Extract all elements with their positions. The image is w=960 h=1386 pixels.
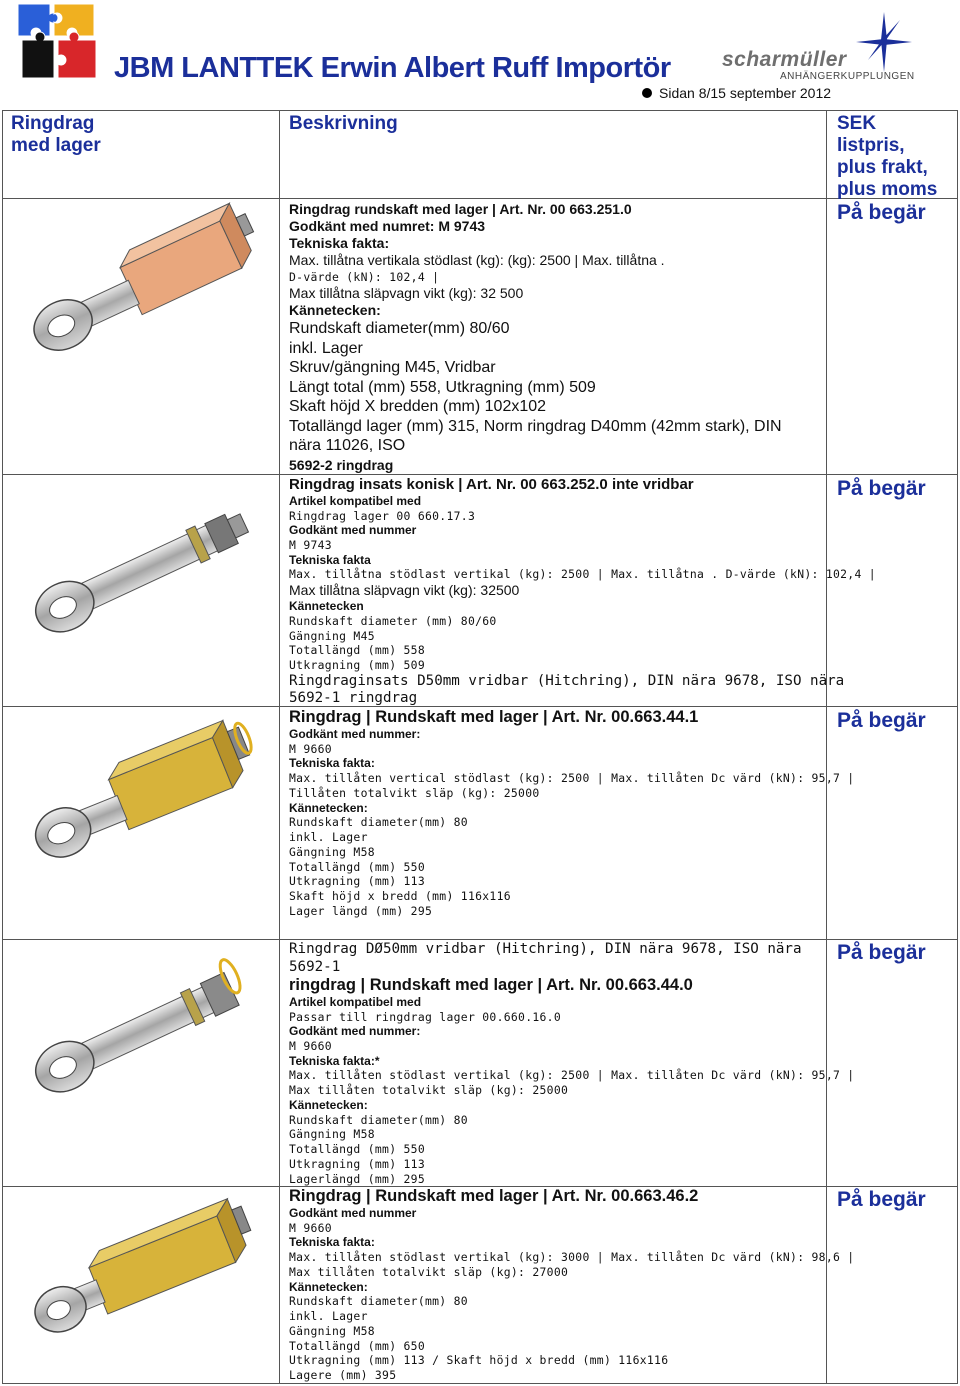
desc-line: Godkänt med nummer (289, 1206, 417, 1220)
desc-line: Kännetecken: (289, 800, 368, 815)
desc-line: Totallängd (mm) 550 (289, 859, 425, 874)
col-header-beskrivning: Beskrivning (289, 113, 398, 134)
col-header-line: plus moms (837, 179, 938, 200)
desc-line: Tekniska fakta: (289, 235, 390, 251)
desc-line: M 9660 (289, 741, 332, 756)
col-header-price (837, 113, 937, 201)
company-name: JBM LANTTEK Erwin Albert Ruff Importör (114, 52, 671, 84)
desc-line: 5692-2 ringdrag (289, 456, 394, 473)
desc-line: Ringdrag | Rundskaft med lager | Art. Nr. 00.663.44.1 (289, 708, 699, 726)
desc-line: Rundskaft diameter(mm) 80/60 (289, 320, 510, 337)
desc-line: Max tillåten totalvikt släp (kg): 27000 (289, 1264, 569, 1279)
desc-line: Max tillåten totalvikt släp (kg): 25000 (289, 1083, 569, 1098)
desc-line: Skaft höjd X bredden (mm) 102x102 (289, 398, 547, 415)
desc-line: Artikel kompatibel med (289, 995, 422, 1009)
desc-line: Rundskaft diameter(mm) 80 (289, 1112, 468, 1127)
desc-line: Totallängd lager (mm) 315, Norm ringdrag D40mm (42mm stark), DIN (289, 417, 782, 435)
desc-line: Max tillåtna släpvagn vikt (kg): 32 500 (289, 285, 524, 301)
brand-sub: ANHÄNGERKUPPLUNGEN (780, 71, 915, 82)
desc-line: Utkragning (mm) 509 (289, 658, 425, 673)
desc-line: Lagere (mm) 395 (289, 1368, 397, 1383)
product-image-ringdrag-1 (24, 220, 264, 370)
description-row-5 (289, 1187, 855, 1383)
desc-line: Gängning M58 (289, 1323, 375, 1338)
col-header-line: Ringdrag (11, 113, 95, 134)
desc-line: 5692-1 (289, 958, 341, 975)
desc-line: Ringdrag | Rundskaft med lager | Art. Nr. 00.663.46.2 (289, 1187, 699, 1205)
col-header-line: listpris, (837, 135, 905, 156)
desc-line: Ringdrag rundskaft med lager | Art. Nr. 00 663.251.0 (289, 201, 632, 217)
desc-line: Utkragning (mm) 113 (289, 874, 425, 889)
desc-line: Max. tillåten vertical stödlast (kg): 2500 | Max. tillåten Dc värd (kN): 95,7 | (289, 770, 855, 785)
desc-line: Kännetecken (289, 599, 364, 614)
desc-line: Passar till ringdrag lager 00.660.16.0 (289, 1009, 561, 1024)
desc-line: Tekniska fakta (289, 552, 371, 567)
price-row-4: På begär (837, 941, 926, 964)
description-row-4 (289, 941, 855, 1187)
desc-line: Gängning M58 (289, 844, 375, 859)
desc-line: inkl. Lager (289, 829, 368, 844)
desc-line: Lager längd (mm) 295 (289, 903, 433, 918)
desc-line: D-värde (kN): 102,4 | (289, 270, 440, 284)
col-header-line: SEK (837, 113, 877, 134)
product-image-ringdrag-2 (24, 498, 264, 648)
page-info-text: Sidan 8/15 september 2012 (659, 85, 832, 101)
desc-line: Kännetecken: (289, 302, 381, 318)
desc-line: Godkänt med nummer (289, 523, 417, 538)
desc-line: inkl. Lager (289, 1308, 368, 1323)
price-row-5: På begär (837, 1188, 926, 1211)
desc-line: Max. tillåten stödlast vertikal (kg): 3000 | Max. tillåten Dc värd (kN): 98,6 | (289, 1249, 855, 1264)
desc-line: Godkänt med nummer: (289, 1024, 421, 1039)
desc-line: Tekniska fakta: (289, 1235, 375, 1250)
desc-line: Rundskaft diameter(mm) 80 (289, 1294, 468, 1309)
desc-line: Gängning M58 (289, 1127, 375, 1142)
col-header-line: plus frakt, (837, 157, 928, 178)
desc-line: Ringdrag lager 00 660.17.3 (289, 508, 476, 523)
desc-line: Ringdraginsats D50mm vridbar (Hitchring), DIN nära 9678, ISO nära (289, 672, 845, 689)
desc-line: Skruv/gängning M45, Vridbar (289, 359, 496, 376)
price-row-3: På begär (837, 709, 926, 732)
desc-line: Ringdrag DØ50mm vridbar (Hitchring), DIN nära 9678, ISO nära (289, 941, 802, 957)
desc-line: Godkänt med numret: M 9743 (289, 218, 486, 234)
price-row-1: På begär (837, 201, 926, 224)
desc-line: Max. tillåten stödlast vertikal (kg): 2500 | Max. tillåten Dc värd (kN): 95,7 | (289, 1068, 855, 1083)
description-row-2 (289, 476, 876, 708)
desc-line: Tillåten totalvikt släp (kg): 25000 (289, 785, 540, 800)
desc-line: Utkragning (mm) 113 (289, 1156, 425, 1171)
desc-line: Skaft höjd x bredd (mm) 116x116 (289, 889, 511, 904)
desc-line: Rundskaft diameter(mm) 80 (289, 815, 468, 830)
desc-line: M 9660 (289, 1220, 332, 1235)
desc-line: Tekniska fakta:* (289, 1053, 380, 1068)
product-image-ringdrag-5 (24, 1206, 264, 1356)
desc-line: inkl. Lager (289, 339, 363, 357)
desc-line: ringdrag | Rundskaft med lager | Art. Nr. 00.663.44.0 (289, 976, 693, 994)
desc-line: M 9660 (289, 1038, 332, 1053)
brand-name: scharmüller (722, 48, 847, 71)
desc-line: Totallängd (mm) 558 (289, 643, 425, 658)
desc-line: Gängning M45 (289, 628, 375, 643)
desc-line: nära 11026, ISO (289, 437, 406, 454)
desc-line: Max tillåtna släpvagn vikt (kg): 32500 (289, 582, 520, 599)
col-header-line: med lager (11, 135, 101, 156)
desc-line: Kännetecken: (289, 1097, 368, 1112)
price-row-2: På begär (837, 477, 926, 500)
desc-line: Max. tillåtna vertikala stödlast (kg): (kg): 2500 | Max. tillåtna . (289, 252, 665, 268)
desc-line: Totallängd (mm) 550 (289, 1142, 425, 1157)
desc-line: Totallängd (mm) 650 (289, 1338, 425, 1353)
desc-line: Kännetecken: (289, 1279, 368, 1294)
desc-line: Lagerlängd (mm) 295 (289, 1171, 425, 1186)
desc-line: Tekniska fakta: (289, 756, 375, 771)
col-header-ringdrag (11, 113, 101, 157)
desc-line: 5692-1 ringdrag (289, 690, 418, 707)
desc-line: Artikel kompatibel med (289, 494, 422, 508)
desc-line: Godkänt med nummer: (289, 727, 421, 741)
product-image-ringdrag-3 (24, 728, 264, 878)
desc-line: Längt total (mm) 558, Utkragning (mm) 509 (289, 378, 596, 396)
desc-line: Rundskaft diameter (mm) 80/60 (289, 613, 497, 628)
desc-line: Utkragning (mm) 113 / Skaft höjd x bredd (mm) 116x116 (289, 1353, 669, 1368)
product-image-ringdrag-4 (24, 958, 264, 1108)
description-row-1 (289, 201, 817, 475)
desc-line: M 9743 (289, 537, 332, 552)
desc-line: Max. tillåtna stödlast vertikal (kg): 2500 | Max. tillåtna . D-värde (kN): 102,4 | (289, 567, 876, 582)
desc-line: Ringdrag insats konisk | Art. Nr. 00 663.252.0 inte vridbar (289, 476, 694, 493)
description-row-3 (289, 708, 855, 919)
